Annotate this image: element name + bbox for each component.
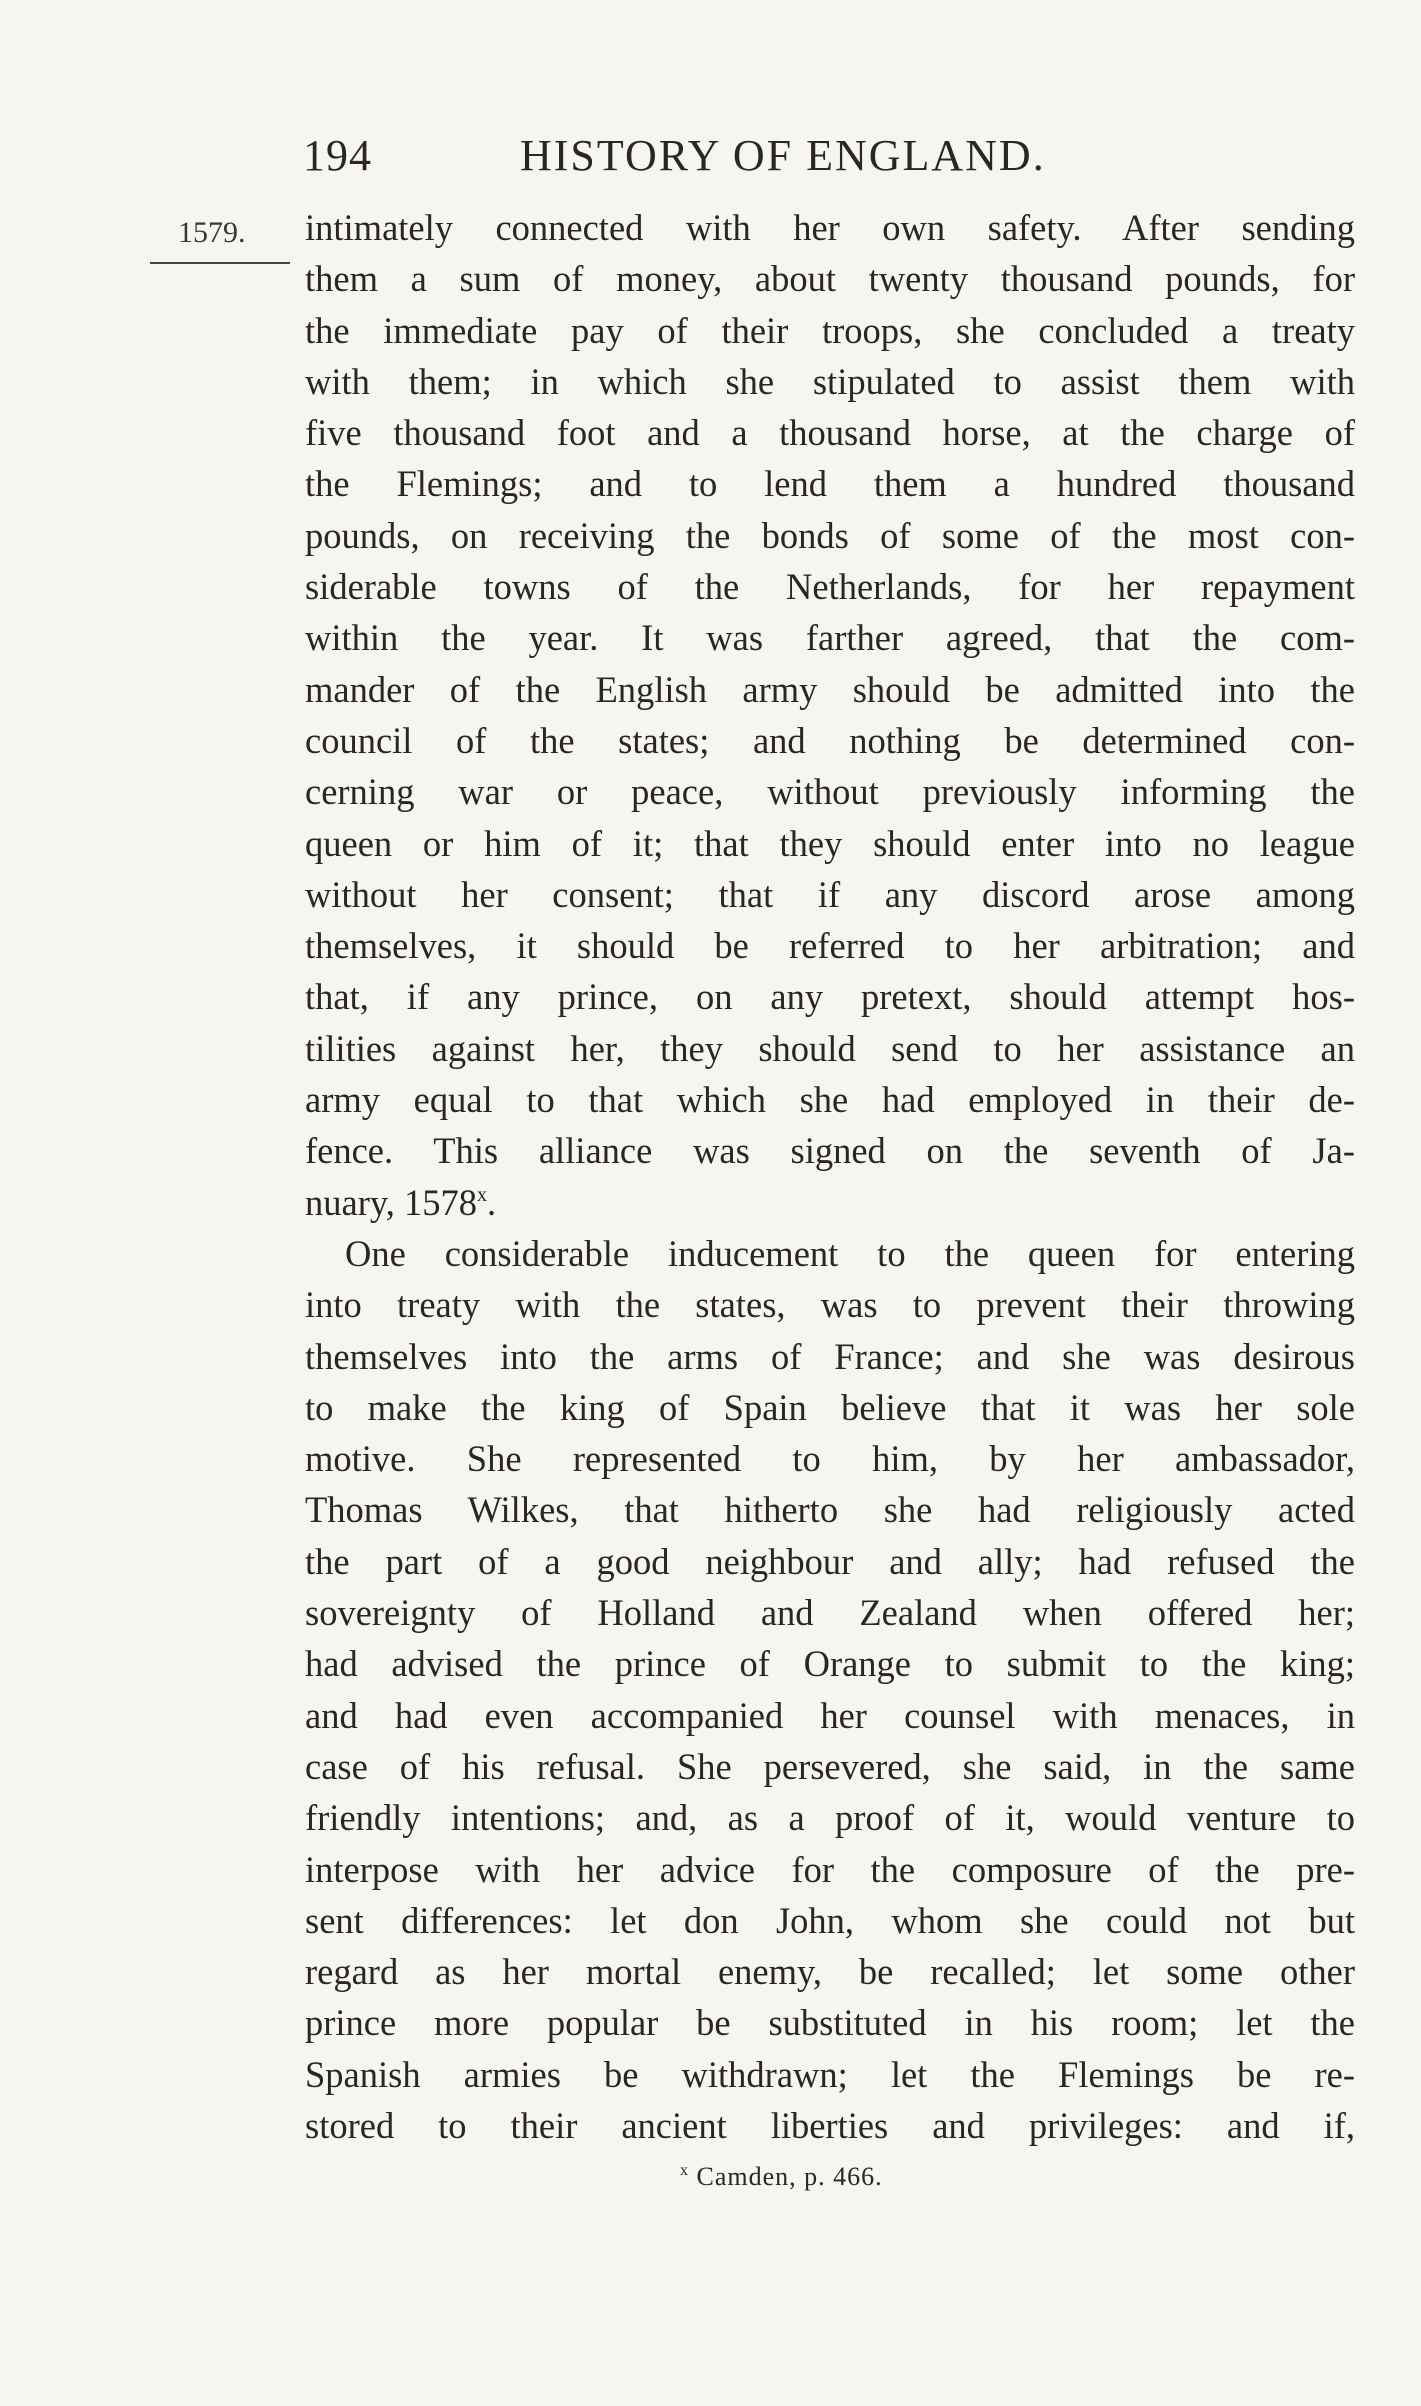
text-line: motive. She represented to him, by her ambassador, (305, 1438, 1355, 1480)
text-line: prince more popular be substituted in his room; let the (305, 2002, 1355, 2044)
running-head (300, 130, 1160, 190)
footnote-reference: x (477, 1183, 487, 1206)
text-line: themselves into the arms of France; and she was desirous (305, 1335, 1355, 1377)
text-line: tilities against her, they should send to her assistance an (305, 1027, 1355, 1069)
text-line: five thousand foot and a thousand horse, at the charge of (305, 412, 1355, 454)
end-punctuation: . (487, 1181, 497, 1223)
text-line: to make the king of Spain believe that it was her sole (305, 1386, 1355, 1428)
paragraph-1 (305, 202, 1355, 1228)
paragraph-2 (305, 1228, 1355, 2151)
text-line: interpose with her advice for the composure of the pre- (305, 1848, 1355, 1890)
text-line: them a sum of money, about twenty thousand pounds, for (305, 258, 1355, 300)
margin-rule (150, 262, 290, 264)
text-line: that, if any prince, on any pretext, should attempt hos- (305, 976, 1355, 1018)
footnote (680, 2162, 883, 2192)
text-line: case of his refusal. She persevered, she said, in the same (305, 1745, 1355, 1787)
footnote-mark: x (680, 2162, 689, 2179)
text-line: stored to their ancient liberties and privileges: and if, (305, 2104, 1355, 2146)
text-line: the part of a good neighbour and ally; had refused the (305, 1540, 1355, 1582)
text-line: One considerable inducement to the queen for entering (345, 1232, 1355, 1274)
text-line: regard as her mortal enemy, be recalled; let some other (305, 1951, 1355, 1993)
text-line: mander of the English army should be admitted into the (305, 668, 1355, 710)
page-number: 194 (303, 131, 372, 180)
text-line: themselves, it should be referred to her arbitration; and (305, 925, 1355, 967)
footnote-text: Camden, p. 466. (696, 2162, 883, 2191)
running-title: HISTORY OF ENGLAND. (520, 131, 1046, 180)
text-line: the Flemings; and to lend them a hundred thousand (305, 463, 1355, 505)
end-text: nuary, 1578 (305, 1181, 477, 1223)
text-line: fence. This alliance was signed on the seventh of Ja- (305, 1130, 1355, 1172)
text-line: had advised the prince of Orange to submit to the king; (305, 1643, 1355, 1685)
body-text (305, 202, 1355, 2151)
text-line: and had even accompanied her counsel with menaces, in (305, 1694, 1355, 1736)
text-line: queen or him of it; that they should enter into no league (305, 822, 1355, 864)
text-line: sovereignty of Holland and Zealand when offered her; (305, 1592, 1355, 1634)
text-line: army equal to that which she had employed in their de- (305, 1079, 1355, 1121)
text-line: council of the states; and nothing be determined con- (305, 719, 1355, 761)
margin-year: 1579. (178, 216, 246, 249)
text-line: pounds, on receiving the bonds of some of the most con- (305, 514, 1355, 556)
text-line: siderable towns of the Netherlands, for her repayment (305, 566, 1355, 608)
text-line: the immediate pay of their troops, she concluded a treaty (305, 309, 1355, 351)
text-line: cerning war or peace, without previously informing the (305, 771, 1355, 813)
text-line: sent differences: let don John, whom she could not but (305, 1899, 1355, 1941)
text-line: Spanish armies be withdrawn; let the Flemings be re- (305, 2053, 1355, 2095)
text-line-end (305, 1177, 1355, 1228)
text-line: without her consent; that if any discord arose among (305, 873, 1355, 915)
text-line: with them; in which she stipulated to assist them with (305, 360, 1355, 402)
text-line: friendly intentions; and, as a proof of it, would venture to (305, 1797, 1355, 1839)
text-line: Thomas Wilkes, that hitherto she had religiously acted (305, 1489, 1355, 1531)
text-line: into treaty with the states, was to prevent their throwing (305, 1284, 1355, 1326)
text-line: within the year. It was farther agreed, that the com- (305, 617, 1355, 659)
text-line: intimately connected with her own safety. After sending (305, 207, 1355, 248)
